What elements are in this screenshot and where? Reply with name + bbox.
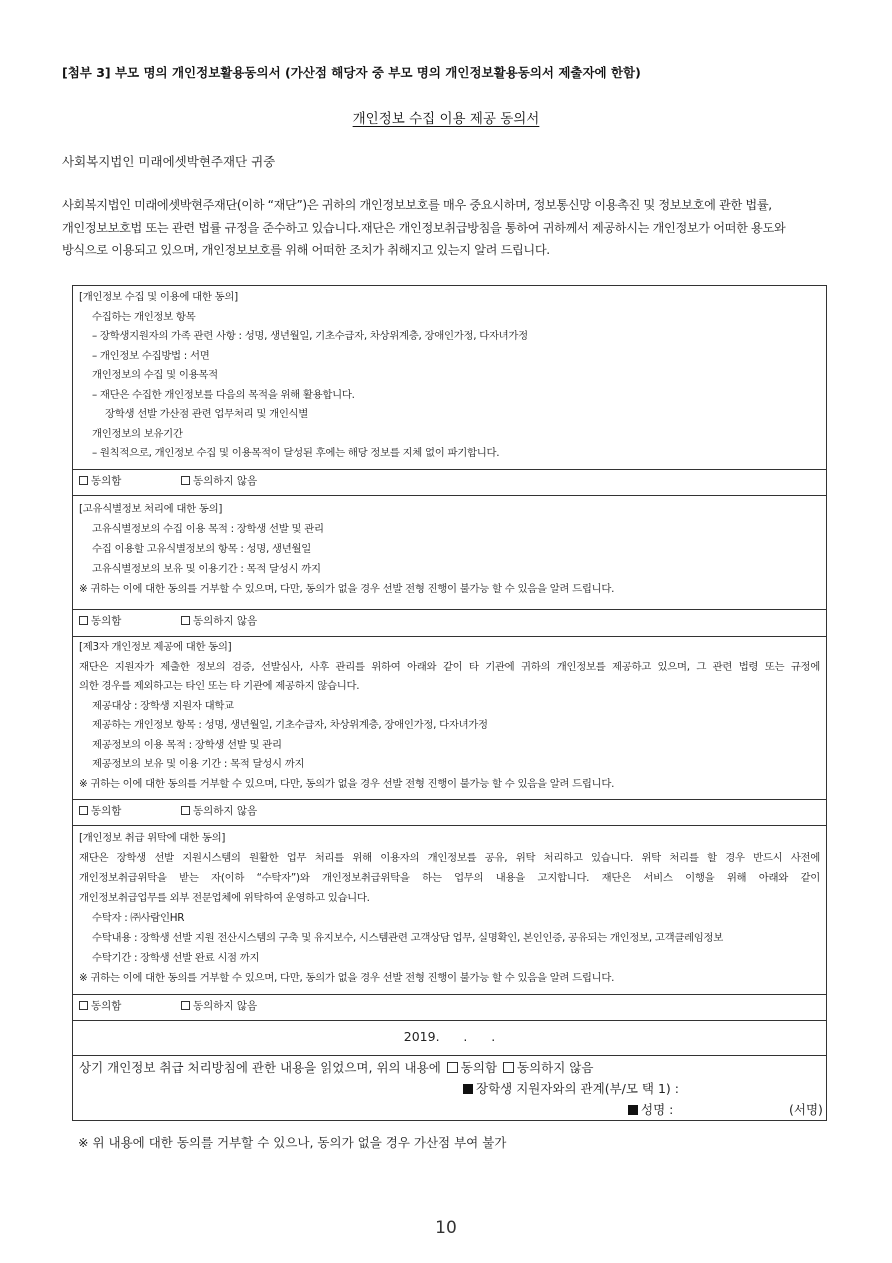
checkbox-icon [181, 476, 190, 485]
square-bullet-icon [463, 1084, 473, 1094]
name-field[interactable]: 성명 : [628, 1100, 673, 1118]
section-line: 개인정보의 수집 및 이용목적 [92, 369, 218, 381]
disagree-option[interactable]: 동의하지 않음 [181, 998, 257, 1013]
consent-row [73, 469, 826, 496]
final-agree-option[interactable]: 동의함 [441, 1060, 497, 1075]
intro-line: 개인정보보호법 또는 관련 법률 규정을 준수하고 있습니다.재단은 개인정보취급방침을 통하여 귀하께서 제공하시는 개인정보가 어떠한 용도와 [62, 220, 786, 235]
date-row [73, 1020, 826, 1056]
section-line: 제공대상 : 장학생 지원자 대학교 [92, 699, 234, 712]
signature-area [73, 1055, 826, 1122]
section-line: 수탁기간 : 장학생 선발 완료 시점 까지 [92, 952, 260, 964]
intro-paragraph [62, 194, 832, 262]
section-third-party [73, 636, 826, 800]
consent-row [73, 609, 826, 637]
square-bullet-icon [628, 1105, 638, 1115]
notice-line: ※ 귀하는 이에 대한 동의를 거부할 수 있으며, 다만, 동의가 없을 경우 선발 전형 진행이 불가능 할 수 있음을 알려 드립니다. [79, 777, 615, 790]
section-heading: [고유식별정보 처리에 대한 동의] [79, 503, 223, 515]
section-line: 수집하는 개인정보 항목 [92, 310, 196, 323]
date-field[interactable]: 2019. . . [403, 1029, 496, 1044]
attachment-heading: [첨부 3] 부모 명의 개인정보활용동의서 (가산점 해당자 중 부모 명의 개인정보활용동의서 제출자에 한함) [62, 65, 641, 80]
section-line: – 원칙적으로, 개인정보 수집 및 이용목적이 달성된 후에는 해당 정보를 지체 없이 파기합니다. [92, 447, 500, 459]
checkbox-icon [181, 1001, 190, 1010]
relation-field[interactable]: 장학생 지원자와의 관계(부/모 택 1) : [463, 1079, 679, 1097]
footnote: ※ 위 내용에 대한 동의를 거부할 수 있으나, 동의가 없을 경우 가산점 부여 불가 [78, 1135, 507, 1150]
section-line: 제공정보의 이용 목적 : 장학생 선발 및 관리 [92, 738, 282, 751]
checkbox-icon [79, 476, 88, 485]
section-line: – 장학생지원자의 가족 관련 사항 : 성명, 생년월일, 기초수급자, 차상위계층, 장애인가정, 다자녀가정 [92, 330, 528, 342]
consent-row [73, 799, 826, 826]
section-line: 고유식별정보의 수집 이용 목적 : 장학생 선발 및 관리 [92, 523, 324, 535]
section-line: 의한 경우를 제외하고는 타인 또는 타 기관에 제공하지 않습니다. [79, 680, 360, 692]
section-heading: [개인정보 취급 위탁에 대한 동의] [79, 832, 226, 844]
section-line: 제공하는 개인정보 항목 : 성명, 생년월일, 기초수급자, 차상위계층, 장애인가정, 다자녀가정 [92, 719, 488, 731]
section-line: 고유식별정보의 보유 및 이용기간 : 목적 달성시 까지 [92, 563, 321, 575]
checkbox-icon [447, 1062, 458, 1073]
checkbox-icon [79, 1001, 88, 1010]
section-line: – 개인정보 수집방법 : 서면 [92, 349, 210, 362]
section-outsourcing [73, 826, 826, 995]
section-line: 개인정보취급업무를 외부 전문업체에 위탁하여 운영하고 있습니다. [79, 892, 370, 904]
section-line: 개인정보의 보유기간 [92, 427, 183, 440]
section-line: 제공정보의 보유 및 이용 기간 : 목적 달성시 까지 [92, 758, 305, 770]
agree-option[interactable]: 동의함 [79, 998, 121, 1013]
section-heading: [개인정보 수집 및 이용에 대한 동의] [79, 291, 238, 303]
checkbox-icon [503, 1062, 514, 1073]
final-statement: 상기 개인정보 취급 처리방침에 관한 내용을 읽었으며, 위의 내용에 [79, 1060, 441, 1075]
intro-line: 방식으로 이용되고 있으며, 개인정보보호를 위해 어떠한 조치가 취해지고 있는지 알려 드립니다. [62, 243, 550, 257]
section-line: – 재단은 수집한 개인정보를 다음의 목적을 위해 활용합니다. [92, 388, 355, 401]
section-line: 수탁자 : ㈜사람인HR [92, 912, 185, 924]
section-unique-id [73, 496, 826, 610]
agree-option[interactable]: 동의함 [79, 803, 121, 818]
section-collection-use [73, 286, 826, 470]
checkbox-icon [181, 616, 190, 625]
page-number: 10 [435, 1218, 457, 1238]
document-title: 개인정보 수집 이용 제공 동의서 [352, 111, 540, 127]
final-disagree-option[interactable]: 동의하지 않음 [497, 1060, 593, 1075]
section-line: 개인정보취급위탁을 받는 자(이하 “수탁자”)와 개인정보취급위탁을 하는 업무의 내용을 고지합니다. 재단은 서비스 이행을 위해 아래와 같이 [79, 872, 820, 884]
disagree-option[interactable]: 동의하지 않음 [181, 473, 257, 488]
notice-line: ※ 귀하는 이에 대한 동의를 거부할 수 있으며, 다만, 동의가 없을 경우 선발 전형 진행이 불가능 할 수 있음을 알려 드립니다. [79, 972, 615, 984]
disagree-option[interactable]: 동의하지 않음 [181, 803, 257, 818]
section-line: 수탁내용 : 장학생 선발 지원 전산시스템의 구축 및 유지보수, 시스템관련 고객상담 업무, 실명확인, 본인인증, 공유되는 개인정보, 고객클레임정보 [92, 932, 724, 944]
final-consent-line [79, 1058, 593, 1076]
notice-line: ※ 귀하는 이에 대한 동의를 거부할 수 있으며, 다만, 동의가 없을 경우 선발 전형 진행이 불가능 할 수 있음을 알려 드립니다. [79, 583, 615, 595]
checkbox-icon [181, 806, 190, 815]
recipient-line: 사회복지법인 미래에셋박현주재단 귀중 [62, 154, 276, 169]
agree-option[interactable]: 동의함 [79, 613, 121, 628]
signature-label: (서명) [789, 1102, 823, 1117]
intro-line: 사회복지법인 미래에셋박현주재단(이하 “재단”)은 귀하의 개인정보보호를 매우 중요시하며, 정보통신망 이용촉진 및 정보보호에 관한 법률, [62, 198, 772, 212]
disagree-option[interactable]: 동의하지 않음 [181, 613, 257, 628]
section-line: 재단은 장학생 선발 지원시스템의 원활한 업무 처리를 위해 이용자의 개인정보를 공유, 위탁 처리하고 있습니다. 위탁 처리를 할 경우 반드시 사전에 [79, 852, 820, 864]
section-line: 장학생 선발 가산점 관련 업무처리 및 개인식별 [105, 408, 309, 420]
section-line: 수집 이용할 고유식별정보의 항목 : 성명, 생년월일 [92, 543, 311, 555]
checkbox-icon [79, 616, 88, 625]
checkbox-icon [79, 806, 88, 815]
consent-table [72, 285, 827, 1121]
section-heading: [제3자 개인정보 제공에 대한 동의] [79, 641, 232, 653]
section-line: 재단은 지원자가 제출한 정보의 검증, 선발심사, 사후 관리를 위하여 아래와 같이 타 기관에 귀하의 개인정보를 제공하고 있으며, 그 관련 법령 또는 규정에 [79, 660, 820, 673]
consent-row [73, 994, 826, 1021]
agree-option[interactable]: 동의함 [79, 473, 121, 488]
